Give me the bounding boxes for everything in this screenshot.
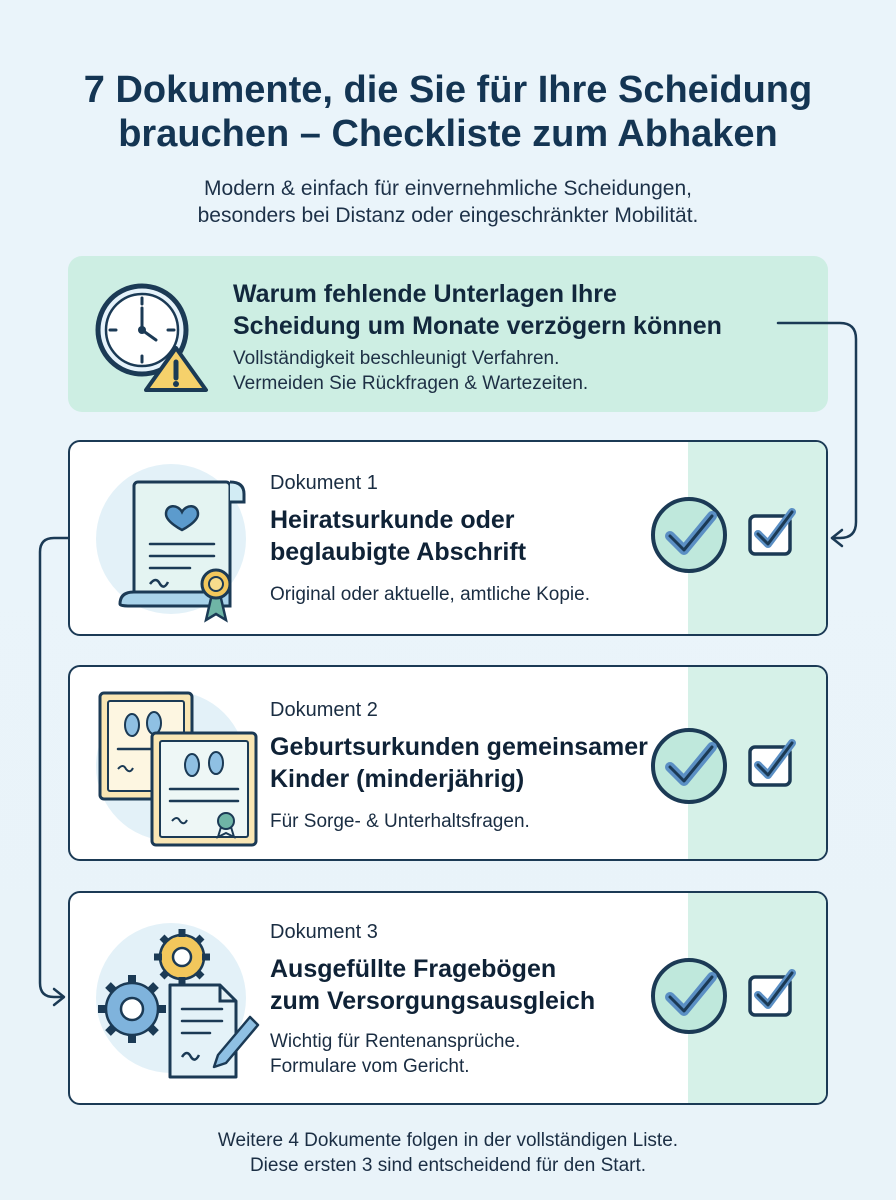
document-title [270, 953, 710, 1017]
page-title [30, 68, 866, 156]
questionnaire-gears-icon [90, 917, 270, 1087]
document-card-1 [68, 440, 828, 636]
warning-title-line-1: Warum fehlende Unterlagen Ihre [233, 280, 617, 308]
document-card-3 [68, 891, 828, 1105]
document-description [270, 582, 690, 607]
document-title-line-1: Ausgefüllte Fragebögen [270, 955, 557, 983]
document-description-line-1: Wichtig für Rentenansprüche. [270, 1031, 521, 1052]
checkbox-checked-icon[interactable] [744, 504, 800, 560]
page-subtitle [60, 175, 836, 229]
check-circle-icon [648, 725, 730, 807]
footer-line-2: Diese ersten 3 sind entscheidend für den Start. [249, 1155, 647, 1176]
document-description-line-2: Formulare vom Gericht. [270, 1056, 470, 1077]
document-label: Dokument 3 [270, 921, 378, 943]
title-line-1: 7 Dokumente, die Sie für Ihre Scheidung [83, 69, 813, 111]
warning-title [233, 278, 793, 342]
checkbox-checked-icon[interactable] [744, 735, 800, 791]
subtitle-line-2: besonders bei Distanz oder eingeschränkter Mobilität. [197, 204, 699, 227]
warning-text-line-2: Vermeiden Sie Rückfragen & Wartezeiten. [233, 373, 589, 394]
document-title-line-1: Geburtsurkunden gemeinsamer [270, 733, 648, 761]
document-title-line-2: Kinder (minderjährig) [270, 765, 525, 793]
birth-certificate-icon [90, 683, 270, 853]
document-label: Dokument 2 [270, 699, 378, 721]
check-circle-icon [648, 494, 730, 576]
warning-text-line-1: Vollständigkeit beschleunigt Verfahren. [233, 348, 560, 369]
document-card-2 [68, 665, 828, 861]
warning-text [233, 346, 793, 396]
document-description [270, 809, 690, 834]
document-label: Dokument 1 [270, 472, 378, 494]
document-title-line-2: zum Versorgungsausgleich [270, 987, 596, 1015]
warning-card [68, 256, 828, 412]
document-description-line-1: Für Sorge- & Unterhaltsfragen. [270, 811, 530, 832]
document-title-line-1: Heiratsurkunde oder [270, 506, 515, 534]
clock-warning-icon [92, 278, 216, 394]
document-description-line-1: Original oder aktuelle, amtliche Kopie. [270, 584, 591, 605]
checkbox-checked-icon[interactable] [744, 965, 800, 1021]
document-description [270, 1029, 690, 1079]
title-line-2: brauchen – Checkliste zum Abhaken [118, 113, 778, 155]
document-title [270, 731, 710, 795]
footer-note [60, 1128, 836, 1178]
warning-title-line-2: Scheidung um Monate verzögern können [233, 312, 722, 340]
subtitle-line-1: Modern & einfach für einvernehmliche Scheidungen, [204, 177, 692, 200]
check-circle-icon [648, 955, 730, 1037]
document-title-line-2: beglaubigte Abschrift [270, 538, 527, 566]
marriage-certificate-icon [90, 456, 270, 626]
footer-line-1: Weitere 4 Dokumente folgen in der vollständigen Liste. [217, 1130, 679, 1151]
document-title [270, 504, 710, 568]
